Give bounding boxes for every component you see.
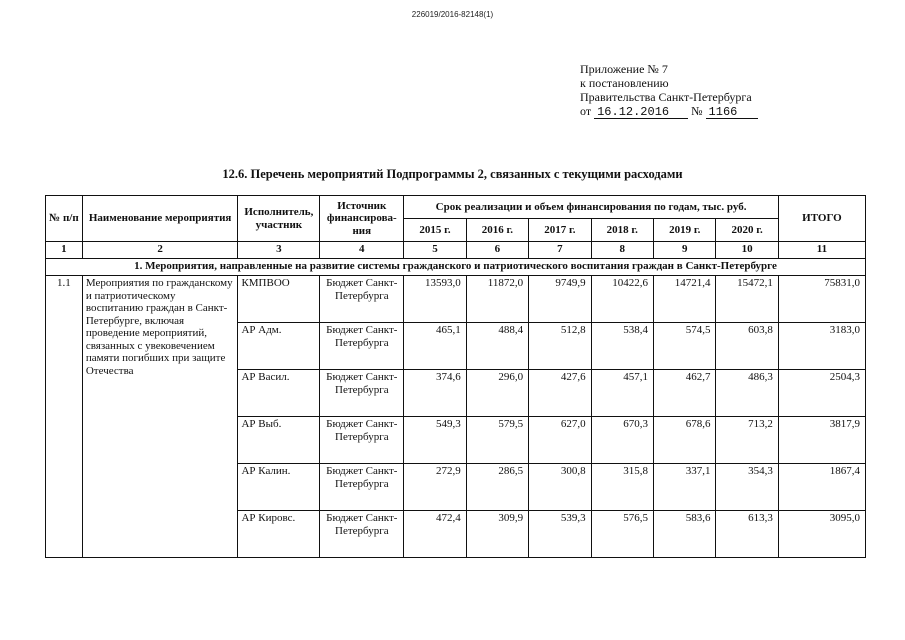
value-cell: 457,1 — [591, 370, 653, 417]
source-cell: Бюджет Санкт-Петербурга — [320, 417, 404, 464]
column-number: 4 — [320, 242, 404, 259]
value-cell: 713,2 — [716, 417, 778, 464]
section-title: 1. Мероприятия, направленные на развитие системы гражданского и патриотического воспитания граждан в Санкт-Петербурге — [46, 259, 866, 276]
number-prefix: № — [691, 104, 703, 118]
value-cell: 465,1 — [404, 323, 466, 370]
item-name: Мероприятия по гражданскому и патриотическому воспитанию граждан в Санкт-Петербурге, включая проведение мероприятий, связанных с увековечением памяти погибших при защите Отечества — [82, 276, 238, 558]
header-total: ИТОГО — [778, 196, 865, 242]
column-number: 5 — [404, 242, 466, 259]
value-cell: 579,5 — [466, 417, 528, 464]
appendix-line-2: к постановлению — [580, 76, 669, 90]
executor-cell: АР Выб. — [238, 417, 320, 464]
value-cell: 14721,4 — [654, 276, 716, 323]
header-period: Срок реализации и объем финансирования по годам, тыс. руб. — [404, 196, 779, 219]
value-cell: 678,6 — [654, 417, 716, 464]
value-cell: 603,8 — [716, 323, 778, 370]
value-cell: 11872,0 — [466, 276, 528, 323]
value-cell: 427,6 — [529, 370, 591, 417]
value-cell: 337,1 — [654, 464, 716, 511]
value-cell: 486,3 — [716, 370, 778, 417]
total-cell: 75831,0 — [778, 276, 865, 323]
value-cell: 539,3 — [529, 511, 591, 558]
value-cell: 286,5 — [466, 464, 528, 511]
header-year: 2018 г. — [591, 219, 653, 242]
executor-cell: АР Адм. — [238, 323, 320, 370]
date-prefix: от — [580, 104, 592, 118]
appendix-block — [580, 62, 790, 119]
column-number: 1 — [46, 242, 83, 259]
value-cell: 583,6 — [654, 511, 716, 558]
header-year: 2020 г. — [716, 219, 778, 242]
value-cell: 13593,0 — [404, 276, 466, 323]
total-cell: 3183,0 — [778, 323, 865, 370]
value-cell: 538,4 — [591, 323, 653, 370]
header-executor: Исполнитель, участник — [238, 196, 320, 242]
header-row-1 — [46, 196, 866, 219]
column-number: 10 — [716, 242, 778, 259]
value-cell: 15472,1 — [716, 276, 778, 323]
value-cell: 576,5 — [591, 511, 653, 558]
handwritten-number: 1166 — [706, 106, 758, 119]
value-cell: 300,8 — [529, 464, 591, 511]
column-number: 11 — [778, 242, 865, 259]
column-number: 6 — [466, 242, 528, 259]
value-cell: 9749,9 — [529, 276, 591, 323]
total-cell: 3095,0 — [778, 511, 865, 558]
column-number: 3 — [238, 242, 320, 259]
total-cell: 3817,9 — [778, 417, 865, 464]
handwritten-date: 16.12.2016 — [594, 106, 688, 119]
source-cell: Бюджет Санкт-Петербурга — [320, 370, 404, 417]
value-cell: 309,9 — [466, 511, 528, 558]
total-cell: 2504,3 — [778, 370, 865, 417]
appendix-line-1: Приложение № 7 — [580, 62, 668, 76]
executor-cell: АР Калин. — [238, 464, 320, 511]
section-row — [46, 259, 866, 276]
column-number: 8 — [591, 242, 653, 259]
source-cell: Бюджет Санкт-Петербурга — [320, 323, 404, 370]
column-number-row — [46, 242, 866, 259]
activities-table — [45, 195, 866, 558]
value-cell: 374,6 — [404, 370, 466, 417]
executor-cell: АР Васил. — [238, 370, 320, 417]
header-year: 2016 г. — [466, 219, 528, 242]
table-row — [46, 276, 866, 323]
source-cell: Бюджет Санкт-Петербурга — [320, 276, 404, 323]
item-number: 1.1 — [46, 276, 83, 558]
value-cell: 462,7 — [654, 370, 716, 417]
document-title: 12.6. Перечень мероприятий Подпрограммы 2, связанных с текущими расходами — [222, 167, 683, 181]
value-cell: 670,3 — [591, 417, 653, 464]
value-cell: 488,4 — [466, 323, 528, 370]
total-cell: 1867,4 — [778, 464, 865, 511]
value-cell: 10422,6 — [591, 276, 653, 323]
header-name: Наименование мероприятия — [82, 196, 238, 242]
appendix-line-3: Правительства Санкт-Петербурга — [580, 90, 752, 104]
column-number: 2 — [82, 242, 238, 259]
value-cell: 549,3 — [404, 417, 466, 464]
document-number: 226019/2016-82148(1) — [411, 10, 494, 19]
value-cell: 472,4 — [404, 511, 466, 558]
header-num: № п/п — [46, 196, 83, 242]
value-cell: 627,0 — [529, 417, 591, 464]
executor-cell: АР Кировс. — [238, 511, 320, 558]
value-cell: 315,8 — [591, 464, 653, 511]
value-cell: 512,8 — [529, 323, 591, 370]
appendix-date-line — [580, 104, 790, 119]
executor-cell: КМПВОО — [238, 276, 320, 323]
header-source: Источник финансирова-ния — [320, 196, 404, 242]
column-number: 9 — [654, 242, 716, 259]
source-cell: Бюджет Санкт-Петербурга — [320, 464, 404, 511]
header-year: 2017 г. — [529, 219, 591, 242]
column-number: 7 — [529, 242, 591, 259]
header-year: 2015 г. — [404, 219, 466, 242]
header-year: 2019 г. — [654, 219, 716, 242]
value-cell: 354,3 — [716, 464, 778, 511]
source-cell: Бюджет Санкт-Петербурга — [320, 511, 404, 558]
value-cell: 296,0 — [466, 370, 528, 417]
value-cell: 272,9 — [404, 464, 466, 511]
value-cell: 574,5 — [654, 323, 716, 370]
value-cell: 613,3 — [716, 511, 778, 558]
